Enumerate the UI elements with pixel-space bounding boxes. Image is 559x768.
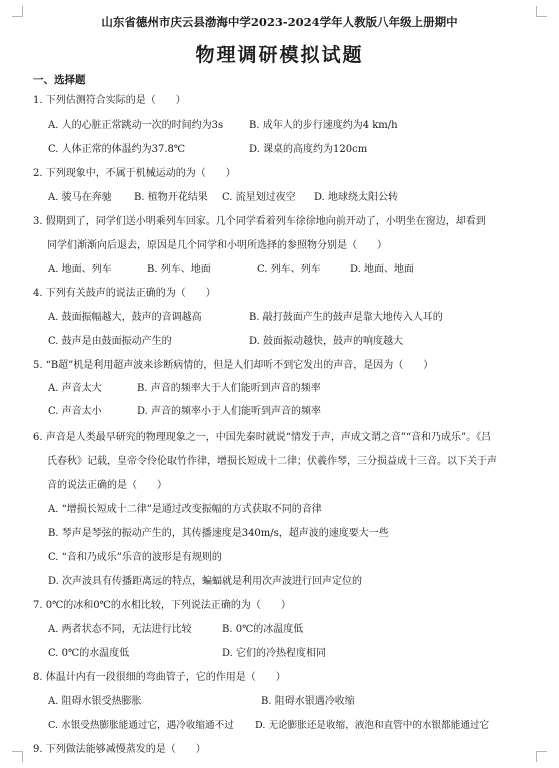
question-6-option-a: A. “增损长短成十二律”是通过改变振幅的方式获取不同的音律 <box>48 504 322 515</box>
question-4-option-d: D. 鼓面振动越快，鼓声的响度越大 <box>249 336 404 347</box>
question-1-option-b: B. 成年人的步行速度约为4 km/h <box>249 120 398 131</box>
question-8-option-b: B. 阻碍水银遇冷收缩 <box>261 696 355 707</box>
question-7-option-a: A. 两者状态不同，无法进行比较 <box>48 624 192 635</box>
crop-mark-bottom-left <box>12 751 23 762</box>
question-5-stem: 5. “B超”机是利用超声波来诊断病情的，但是人们却听不到它发出的声音，是因为（ ） <box>33 360 434 371</box>
question-6-stem-line-3: 音的说法正确的是（ ） <box>47 480 167 491</box>
question-3-option-d: D. 地面、地面 <box>350 264 415 275</box>
question-4-stem: 4. 下列有关鼓声的说法正确的为（ ） <box>33 288 216 299</box>
question-3-option-a: A. 地面、列车 <box>48 264 112 275</box>
question-3-stem-line-1: 3. 假期到了，同学们送小明乘列车回家。几个同学看着列车徐徐地向前开动了，小明坐在窗边，却看到 <box>33 216 486 227</box>
question-1-option-d: D. 课桌的高度约为120cm <box>249 144 368 155</box>
question-1-stem: 1. 下列估测符合实际的是（ ） <box>33 95 186 106</box>
question-2-option-a: A. 骏马在奔驰 <box>48 192 112 203</box>
question-6-option-c: C. “音和乃成乐”乐音的波形是有规则的 <box>48 552 222 563</box>
question-5-option-a: A. 声音太大 <box>48 383 102 394</box>
question-7-option-b: B. 0℃的冰温度低 <box>222 624 304 635</box>
question-8-option-c: C. 水银受热膨胀能通过它，遇冷收缩通不过 <box>48 720 234 731</box>
question-8-option-d: D. 无论膨胀还是收缩，液泡和直管中的水银都能通过它 <box>255 720 490 731</box>
question-9-stem: 9. 下列做法能够减慢蒸发的是（ ） <box>33 744 206 755</box>
question-7-stem: 7. 0℃的冰和0℃的水相比较，下列说法正确的为（ ） <box>33 600 291 611</box>
question-2-option-d: D. 地球绕太阳公转 <box>314 192 399 203</box>
question-1-option-a: A. 人的心脏正常跳动一次的时间约为3s <box>48 120 224 131</box>
question-2-option-b: B. 植物开花结果 <box>134 192 208 203</box>
question-5-option-c: C. 声音太小 <box>48 406 102 417</box>
exam-subtitle: 山东省德州市庆云县渤海中学2023-2024学年人教版八年级上册期中 <box>101 15 458 29</box>
question-1-option-c: C. 人体正常的体温约为37.8℃ <box>48 144 186 155</box>
question-6-option-b: B. 琴声是琴弦的振动产生的，其传播速度是340m/s，超声波的速度要大一些 <box>48 528 389 539</box>
question-3-stem-line-2: 同学们渐渐向后退去，原因是几个同学和小明所选择的参照物分别是（ ） <box>47 240 387 251</box>
question-3-option-c: C. 列车、列车 <box>257 264 321 275</box>
question-4-option-b: B. 敲打鼓面产生的鼓声是靠大地传入人耳的 <box>249 312 443 323</box>
question-8-stem: 8. 体温计内有一段很细的弯曲管子，它的作用是（ ） <box>33 672 286 683</box>
question-5-option-b: B. 声音的频率大于人们能听到声音的频率 <box>137 383 321 394</box>
question-8-option-a: A. 阻碍水银受热膨胀 <box>48 696 142 707</box>
question-6-option-d: D. 次声波具有传播距离远的特点，蝙蝠就是利用次声波进行回声定位的 <box>48 576 363 587</box>
question-7-option-d: D. 它们的冷热程度相同 <box>222 648 327 659</box>
section-heading: 一、选择题 <box>33 74 86 86</box>
question-6-stem-line-1: 6. 声音是人类最早研究的物理现象之一，中国先秦时就说“情发于声，声成文谓之音”“音和乃成乐”。《吕 <box>33 432 492 443</box>
question-2-option-c: C. 流星划过夜空 <box>222 192 296 203</box>
question-5-option-d: D. 声音的频率小于人们能听到声音的频率 <box>137 406 322 417</box>
question-2-stem: 2. 下列现象中，不属于机械运动的为（ ） <box>33 168 236 179</box>
crop-mark-bottom-right <box>536 751 547 762</box>
exam-title: 物理调研模拟试题 <box>195 44 364 66</box>
question-6-stem-line-2: 氏春秋》记载，皇帝令伶伦取竹作律，增损长短成十二律；伏羲作琴，三分损益成十三音。以下关于声 <box>47 456 497 467</box>
question-4-option-a: A. 鼓面振幅越大，鼓声的音调越高 <box>48 312 202 323</box>
question-3-option-b: B. 列车、地面 <box>147 264 211 275</box>
question-7-option-c: C. 0℃的水温度低 <box>48 648 130 659</box>
question-4-option-c: C. 鼓声是由鼓面振动产生的 <box>48 336 172 347</box>
